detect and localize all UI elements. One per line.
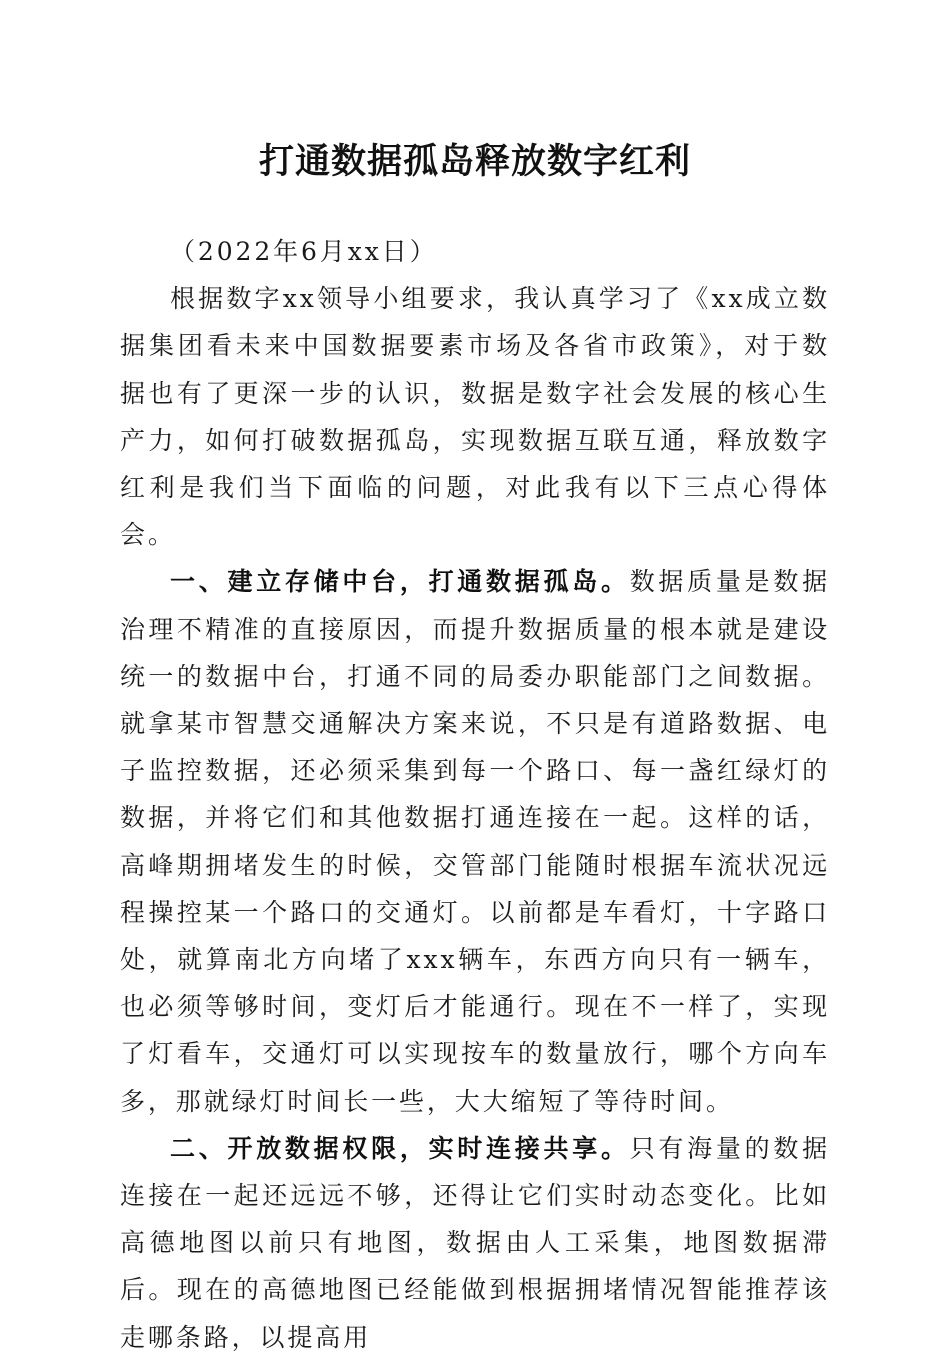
- section-paragraph-2: [120, 1125, 830, 1361]
- section-heading-1: 一、建立存储中台，打通数据孤岛。: [170, 567, 630, 597]
- intro-paragraph: 根据数字xx领导小组要求，我认真学习了《xx成立数据集团看未来中国数据要素市场及各省市政策》，对于数据也有了更深一步的认识，数据是数字社会发展的核心生产力，如何打破数据孤岛，实现数据互联互通，释放数字红利是我们当下面临的问题，对此我有以下三点心得体会。: [120, 284, 830, 550]
- section-text-1: 数据质量是数据治理不精准的直接原因，而提升数据质量的根本就是建设统一的数据中台，打通不同的局委办职能部门之间数据。就拿某市智慧交通解决方案来说，不只是有道路数据、电子监控数据，还必须采集到每一个路口、每一盏红绿灯的数据，并将它们和其他数据打通连接在一起。这样的话，高峰期拥堵发生的时候，交管部门能随时根据车流状况远程操控某一个路口的交通灯。以前都是车看灯，十字路口处，就算南北方向堵了xxx辆车，东西方向只有一辆车，也必须等够时间，变灯后才能通行。现在不一样了，实现了灯看车，交通灯可以实现按车的数量放行，哪个方向车多，那就绿灯时间长一些，大大缩短了等待时间。: [120, 567, 830, 1116]
- document-body: [120, 228, 830, 1361]
- document-title: 打通数据孤岛释放数字红利: [258, 141, 691, 182]
- section-paragraph-1: [120, 558, 830, 1124]
- section-text-2: 只有海量的数据连接在一起还远远不够，还得让它们实时动态变化。比如高德地图以前只有地图，数据由人工采集，地图数据滞后。现在的高德地图已经能做到根据拥堵情况智能推荐该走哪条路，以提高用: [120, 1133, 830, 1352]
- document-date: （2022年6月xx日）: [170, 237, 438, 266]
- section-heading-2: 二、开放数据权限，实时连接共享。: [170, 1133, 630, 1163]
